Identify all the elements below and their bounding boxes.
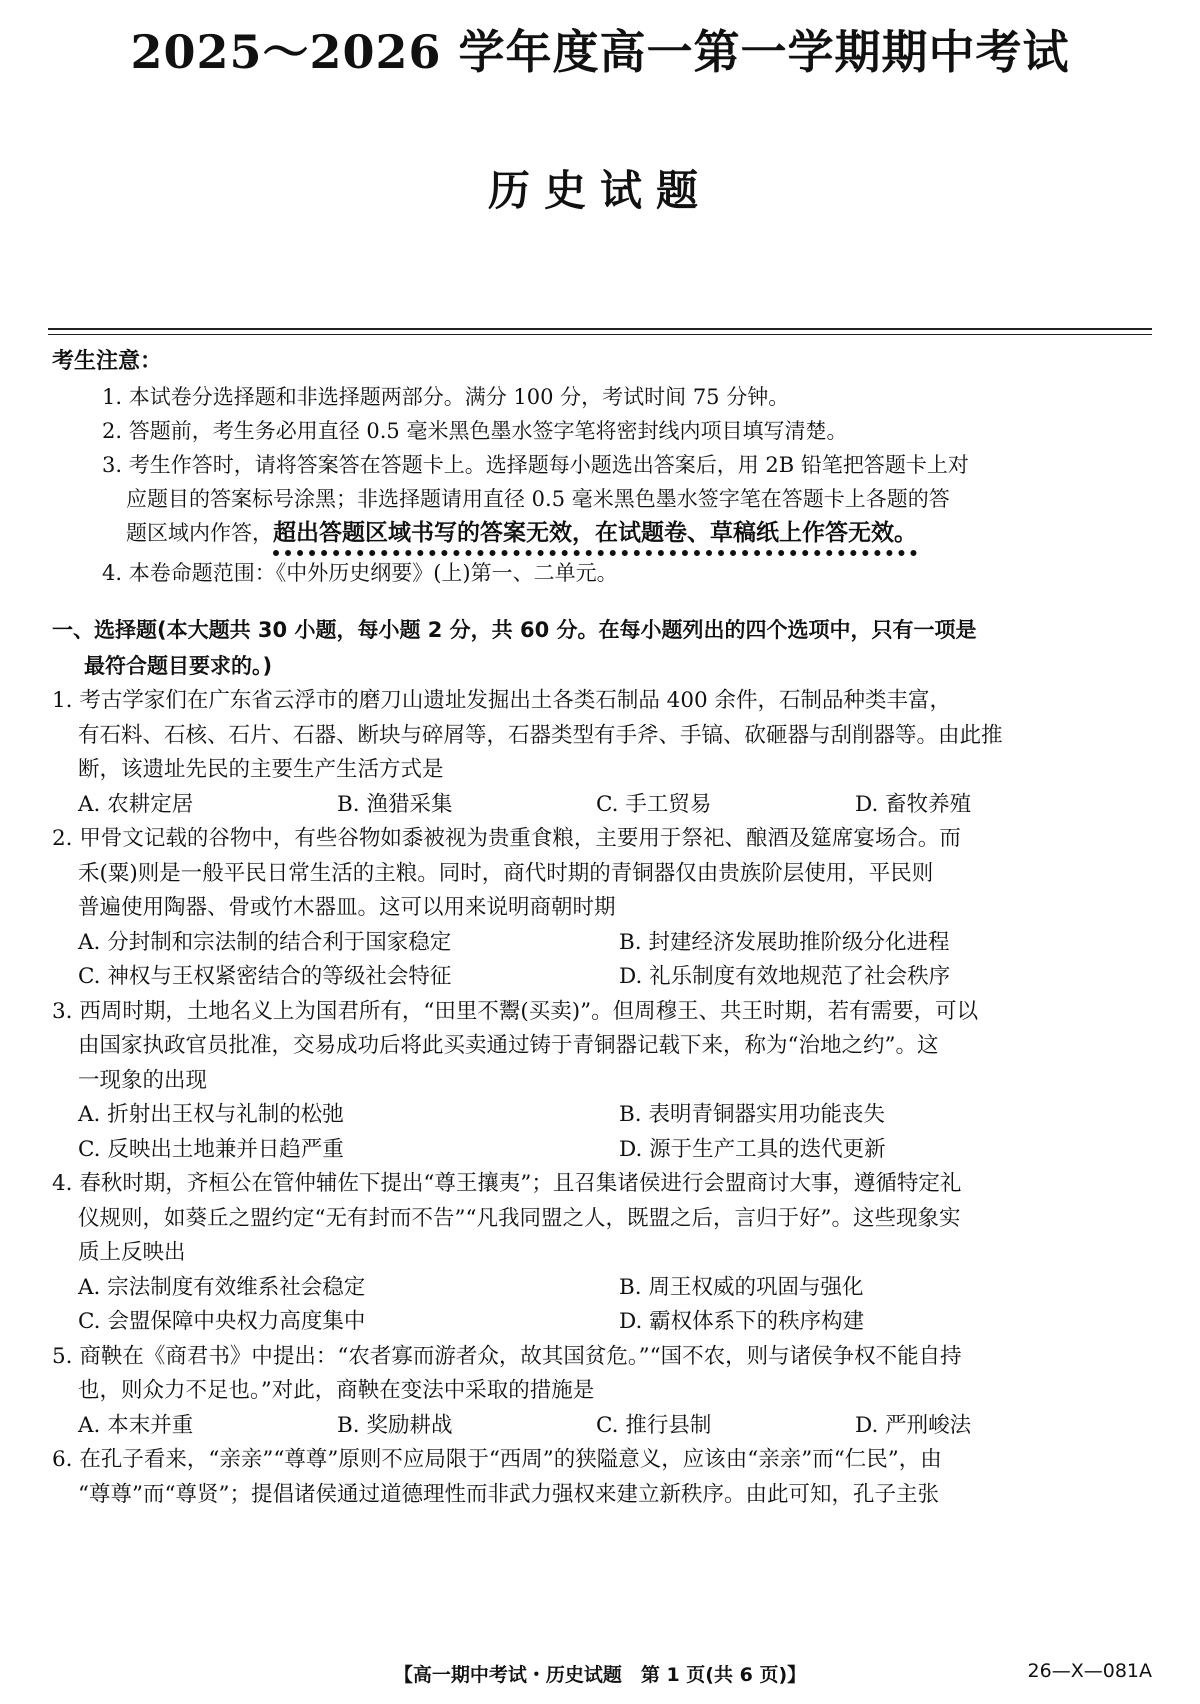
section-heading-line-1: 一、选择题(本大题共 30 小题，每小题 2 分，共 60 分。在每小题列出的四个选项中，只有一项是: [52, 618, 977, 642]
notice-item-4: 4. 本卷命题范围：《中外历史纲要》(上)第一、二单元。: [102, 561, 618, 585]
question-stem-line: 1. 考古学家们在广东省云浮市的磨刀山遗址发掘出土各类石制品 400 余件，石制品种类丰富，: [52, 688, 952, 713]
notice-item-1: 1. 本试卷分选择题和非选择题两部分。满分 100 分，考试时间 75 分钟。: [102, 385, 790, 409]
answer-option: D. 严刑峻法: [855, 1412, 972, 1438]
answer-option: B. 周王权威的巩固与强化: [619, 1274, 864, 1300]
question: [52, 684, 1162, 822]
notice-emphasis-text: 超出答题区域书写的答案无效，在试题卷、草稿纸上作答无效。: [273, 520, 917, 556]
question-stem-line: 5. 商鞅在《商君书》中提出：“农者寡而游者众，故其国贫危。”“国不农，则与诸侯争权不能自持: [52, 1343, 962, 1369]
question-stem: [52, 995, 1162, 1099]
question-stem-line: 断，该遗址先民的主要生产生活方式是: [78, 757, 444, 782]
question: [52, 822, 1162, 995]
answer-option: B. 渔猎采集: [337, 791, 453, 817]
question-stem-line: 质上反映出: [78, 1240, 186, 1265]
question-stem: [52, 684, 1162, 788]
answer-option: A. 农耕定居: [78, 791, 194, 817]
question-stem: [52, 1443, 1162, 1512]
notice-item-3-line-1: 3. 考生作答时，请将答案答在答题卡上。选择题每小题选出答案后，用 2B 铅笔把答题卡上对: [102, 453, 969, 477]
question: [52, 1443, 1162, 1512]
footer-page-info: 【高一期中考试・历史试题 第 1 页(共 6 页)】: [393, 1664, 807, 1686]
answer-option: C. 反映出土地兼并日趋严重: [78, 1136, 344, 1162]
answer-options: [52, 1409, 1162, 1444]
answer-option: B. 封建经济发展助推阶级分化进程: [619, 929, 950, 955]
question-stem-line: “尊尊”而“尊贤”；提倡诸侯通过道德理性而非武力强权来建立新秩序。由此可知，孔子主张: [78, 1481, 939, 1507]
page-footer: [0, 1660, 1200, 1690]
subject-title: 历史试题: [487, 166, 712, 215]
question-list: [52, 684, 1162, 1512]
divider-line-thin: [48, 334, 1152, 335]
answer-option: D. 礼乐制度有效地规范了社会秩序: [619, 964, 951, 989]
question: [52, 995, 1162, 1168]
question-stem-line: 6. 在孔子看来，“亲亲”“尊尊”原则不应局限于“西周”的狭隘意义，应该由“亲亲”而“仁民”，由: [52, 1447, 942, 1472]
question-stem-line: 3. 西周时期，土地名义上为国君所有，“田里不鬻(买卖)”。但周穆王、共王时期，若有需要，可以: [52, 998, 979, 1024]
notice-item-3: [52, 448, 1152, 550]
question-stem-line: 禾(粟)则是一般平民日常生活的主粮。同时，商代时期的青铜器仅由贵族阶层使用，平民则: [78, 860, 934, 886]
question-stem: [52, 822, 1162, 926]
answer-option: C. 会盟保障中央权力高度集中: [78, 1309, 366, 1334]
notice-item-3-line-3: [104, 516, 1152, 550]
answer-option: A. 折射出王权与礼制的松弛: [78, 1102, 344, 1127]
question-stem-line: 一现象的出现: [78, 1067, 208, 1093]
question-stem-line: 有石料、石核、石片、石器、断块与碎屑等，石器类型有手斧、手镐、砍砸器与刮削器等。由此推: [78, 722, 1003, 748]
section-heading-line-2: 最符合题目要求的。): [84, 654, 273, 678]
answer-option: A. 本末并重: [78, 1412, 194, 1438]
answer-option: D. 畜牧养殖: [855, 791, 972, 817]
question: [52, 1167, 1162, 1340]
answer-option: A. 宗法制度有效维系社会稳定: [78, 1274, 366, 1300]
answer-options: [52, 1098, 1162, 1167]
answer-option: A. 分封制和宗法制的结合利于国家稳定: [78, 929, 452, 955]
notice-item-2: 2. 答题前，考生务必用直径 0.5 毫米黑色墨水签字笔将密封线内项目填写清楚。: [102, 419, 848, 443]
question-stem-line: 普遍使用陶器、骨或竹木器皿。这可以用来说明商朝时期: [78, 895, 616, 920]
answer-options: [52, 1271, 1162, 1340]
question-stem-line: 2. 甲骨文记载的谷物中，有些谷物如黍被视为贵重食粮，主要用于祭祀、酿酒及筵席宴场合。而: [52, 826, 961, 851]
question-stem-line: 由国家执政官员批准，交易成功后将此买卖通过铸于青铜器记载下来，称为“治地之约”。这: [78, 1033, 939, 1058]
question-stem-line: 4. 春秋时期，齐桓公在管仲辅佐下提出“尊王攘夷”；且召集诸侯进行会盟商讨大事，遵循特定礼: [52, 1171, 962, 1196]
answer-option: C. 神权与王权紧密结合的等级社会特征: [78, 964, 452, 989]
question-stem-line: 仪规则，如葵丘之盟约定“无有封而不告”“凡我同盟之人，既盟之后，言归于好”。这些现象实: [78, 1205, 961, 1231]
exam-title: 2025～2026 学年度高一第一学期期中考试: [130, 25, 1070, 79]
footer-code: 26—X—081A: [1027, 1660, 1152, 1682]
question-stem-line: 也，则众力不足也。”对此，商鞅在变法中采取的措施是: [78, 1378, 595, 1403]
answer-option: D. 源于生产工具的迭代更新: [619, 1136, 886, 1162]
answer-option: C. 推行县制: [596, 1412, 712, 1438]
divider-line: [48, 328, 1152, 330]
notice-heading: 考生注意：: [52, 349, 163, 374]
answer-option: D. 霸权体系下的秩序构建: [619, 1309, 865, 1334]
answer-options: [52, 788, 1162, 823]
notice-item-3-line-3-text: 题区域内作答，: [126, 521, 273, 545]
answer-option: B. 表明青铜器实用功能丧失: [619, 1102, 885, 1127]
question-stem: [52, 1167, 1162, 1271]
notice-block: [52, 344, 1152, 590]
notice-item-3-line-2: 应题目的答案标号涂黑；非选择题请用直径 0.5 毫米黑色墨水签字笔在答题卡上各题的答: [126, 487, 950, 511]
section-heading: [52, 612, 1162, 684]
answer-options: [52, 926, 1162, 995]
answer-option: C. 手工贸易: [596, 791, 712, 817]
question-stem: [52, 1340, 1162, 1409]
answer-option: B. 奖励耕战: [337, 1412, 453, 1438]
question: [52, 1340, 1162, 1444]
